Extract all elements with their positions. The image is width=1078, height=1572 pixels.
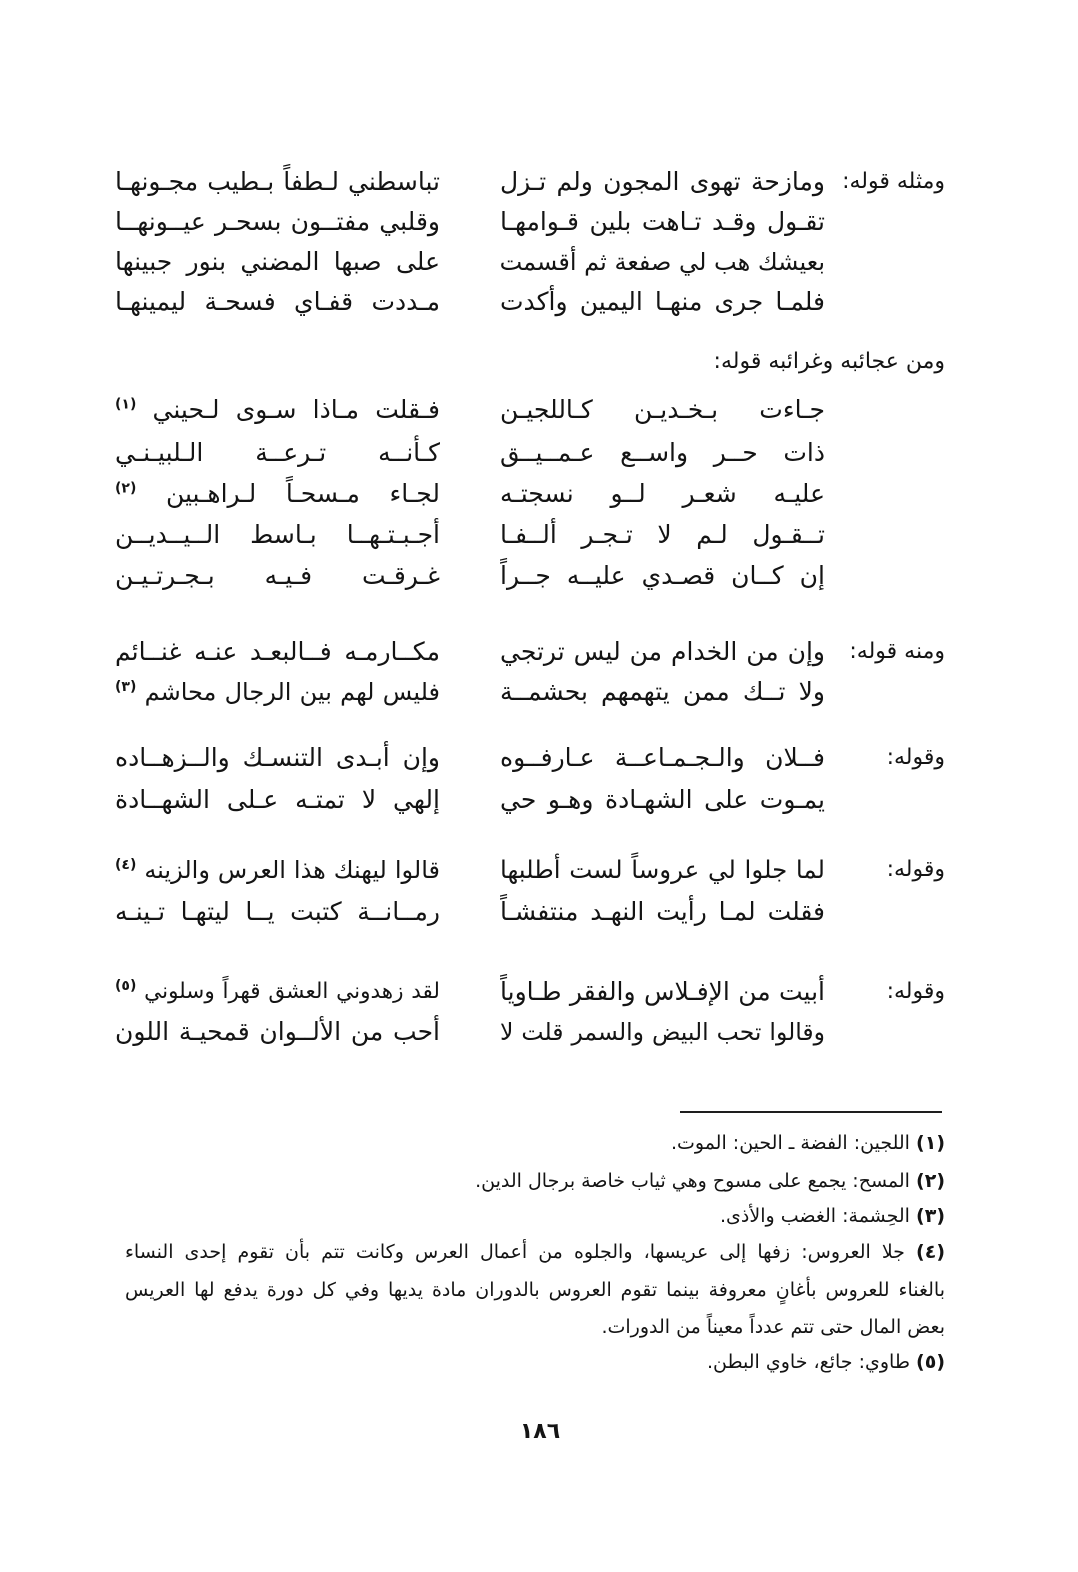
verse-first-hemistich (500, 202, 825, 242)
hemistich-text: تقـول وقـد تـاهت بلين قـوامهـا (500, 207, 825, 236)
hemistich-text: أجـبـتـهــا بـاسط الــيــديــن (115, 520, 440, 549)
section-intro-label: وقوله: (886, 745, 945, 770)
hemistich-text: أحب من الألــوان قمحيـة اللون (115, 1017, 440, 1046)
hemistich-text: مكــارمـه فــالبعـد عنـه غنــائم (115, 637, 440, 666)
verse-second-hemistich (115, 632, 440, 672)
verse-first-hemistich (500, 632, 825, 672)
verse-first-hemistich (500, 474, 825, 514)
hemistich-text: على صبها المضني بنور جبينها (115, 247, 440, 276)
verse-first-hemistich (500, 738, 825, 778)
verse-second-hemistich (115, 556, 440, 596)
verse-first-hemistich (500, 1012, 825, 1052)
footnote-number: (٤) (916, 1241, 945, 1263)
section-intro-label: وقوله: (886, 979, 945, 1004)
footnote-line (125, 1164, 945, 1198)
verse-first-hemistich (500, 433, 825, 473)
hemistich-text: وإن أبـدى التنسـك والــزهــاده (115, 743, 440, 772)
hemistich-text: عليـه شعـر لــو نسجتـه (500, 479, 825, 508)
footnote-text: المسح: يجمع على مسوح وهي ثياب خاصة برجال الدين. (475, 1170, 910, 1192)
verse-second-hemistich (115, 1012, 440, 1052)
verse-first-hemistich (500, 242, 825, 282)
verse-second-hemistich (115, 738, 440, 778)
verse-second-hemistich (115, 390, 440, 430)
hemistich-text: رمــانــة كتبت يــا ليتهـا تـينـه (115, 897, 440, 926)
verse-second-hemistich (115, 474, 440, 514)
hemistich-text: غـرقـت فـيـه بـجـرتـيـن (115, 561, 440, 590)
verse-first-hemistich (500, 850, 825, 890)
footnote-number: (٢) (916, 1170, 945, 1192)
hemistich-text: تباسطني لـطفاً بـطيب مجـونهـا (115, 167, 440, 196)
section-intro-label: وقوله: (886, 857, 945, 882)
verse-first-hemistich (500, 556, 825, 596)
hemistich-text: وقلبي مفتــون بسحـر عيــونهــا (115, 207, 440, 236)
verse-second-hemistich (115, 850, 440, 890)
verse-first-hemistich (500, 282, 825, 322)
footnote-text: جلا العروس: زفها إلى عريسها، والجلوه من أعمال العرس وكانت تتم بأن تقوم إحدى النساء (125, 1241, 905, 1263)
verse-first-hemistich (500, 972, 825, 1012)
hemistich-text: كـأنــه تـرعــة الـلبيـنـي (115, 438, 440, 467)
footnote-text: بعض المال حتى تتم عدداً معيناً من الدورات. (601, 1316, 945, 1338)
footnote-marker: (٤) (115, 857, 137, 873)
hemistich-text: فليس لهم بين الرجال محاشم (144, 678, 440, 706)
hemistich-text: إن كــان قصـدي عليــه جــراً (500, 561, 825, 590)
footnote-line (125, 1199, 945, 1233)
hemistich-text: ولا تــك ممن يتهمهم بحشمــة (500, 677, 825, 706)
hemistich-text: تــقـول لـم لا تـجـر ألــفـا (500, 520, 825, 549)
footnote-line (125, 1345, 945, 1379)
verse-first-hemistich (500, 390, 825, 430)
hemistich-text: لما جلوا لي عروساً لست أطلبها (500, 855, 825, 884)
verse-second-hemistich (115, 433, 440, 473)
hemistich-text: فــلان والـجـمـاعــة عـارفــوه (500, 743, 825, 772)
hemistich-text: فلمـا جرى منهـا اليمين وأكدت (500, 287, 825, 316)
section-intro-label: ومن عجائبه وغرائبه قوله: (713, 349, 945, 374)
verse-first-hemistich (500, 515, 825, 555)
section-intro-label: ومنه قوله: (849, 639, 945, 664)
footnote-text: الحِشمة: الغضب والأذى. (720, 1205, 910, 1227)
footnote-text: طاوي: جائع، خاوي البطن. (706, 1351, 910, 1373)
footnote-marker: (٥) (115, 977, 137, 994)
verse-second-hemistich (115, 242, 440, 282)
verse-second-hemistich (115, 515, 440, 555)
footnote-number: (٥) (916, 1351, 945, 1373)
hemistich-text: أبيت من الإفـلاس والفقر طـاوياً (500, 977, 825, 1006)
verse-first-hemistich (500, 892, 825, 932)
verse-second-hemistich (115, 780, 440, 820)
footnote-line (125, 1310, 945, 1344)
hemistich-text: فقلت لمـا رأيت النهـد منتفشـاً (500, 897, 825, 926)
verse-second-hemistich (115, 162, 440, 202)
footnote-line (125, 1235, 945, 1269)
footnote-number: (١) (916, 1132, 945, 1154)
verse-second-hemistich (115, 672, 440, 712)
verse-second-hemistich (115, 202, 440, 242)
hemistich-text: لجـاء مـسحـاً لـراهـبين (165, 479, 440, 508)
hemistich-text: جـاءت بـخـديـن كـاللجيـن (500, 395, 825, 424)
verse-first-hemistich (500, 780, 825, 820)
page-number: ١٨٦ (519, 1419, 561, 1444)
verse-first-hemistich (500, 162, 825, 202)
footnote-separator (680, 1111, 942, 1113)
hemistich-text: بعيشك هب لي صفعة ثم أقسمت (500, 248, 825, 276)
verse-second-hemistich (115, 972, 440, 1012)
footnote-text: اللجين: الفضة ـ الحين: الموت. (670, 1132, 910, 1154)
footnote-line (125, 1273, 945, 1307)
footnote-line (125, 1126, 945, 1160)
hemistich-text: إلهي لا تمتـه عـلى الشهــادة (115, 785, 440, 814)
verse-second-hemistich (115, 282, 440, 322)
hemistich-text: يمـوت على الشهـادة وهـو حي (500, 785, 825, 814)
verse-second-hemistich (115, 892, 440, 932)
section-intro-label: ومثله قوله: (842, 169, 945, 194)
hemistich-text: لقد زهدوني العشق قهراً وسلوني (144, 979, 440, 1004)
footnote-marker: (١) (115, 396, 137, 413)
hemistich-text: مـددت قفـاي فسحـة ليمينهـا (115, 287, 440, 316)
footnote-marker: (٣) (115, 679, 137, 695)
hemistich-text: ومازحة تهوى المجون ولم تـزل (500, 167, 825, 196)
footnote-number: (٣) (916, 1205, 945, 1227)
hemistich-text: فـقلت مـاذا سـوى لـحيني (152, 395, 440, 424)
footnote-marker: (٢) (115, 480, 137, 497)
hemistich-text: ذات حــر واســع عـمــيــق (500, 438, 825, 467)
footnote-text: بالغناء للعروس بأغانٍ معروفة بينما تقوم العروس بالدوران مادة يديها وفي كل دورة يدفع لها العريس (125, 1279, 945, 1301)
hemistich-text: وقالوا تحب البيض والسمر قلت لا (500, 1018, 825, 1046)
hemistich-text: قالوا ليهنك هذا العرس والزينه (144, 856, 440, 884)
hemistich-text: وإن من الخدام من ليس ترتجي (500, 637, 825, 666)
verse-first-hemistich (500, 672, 825, 712)
